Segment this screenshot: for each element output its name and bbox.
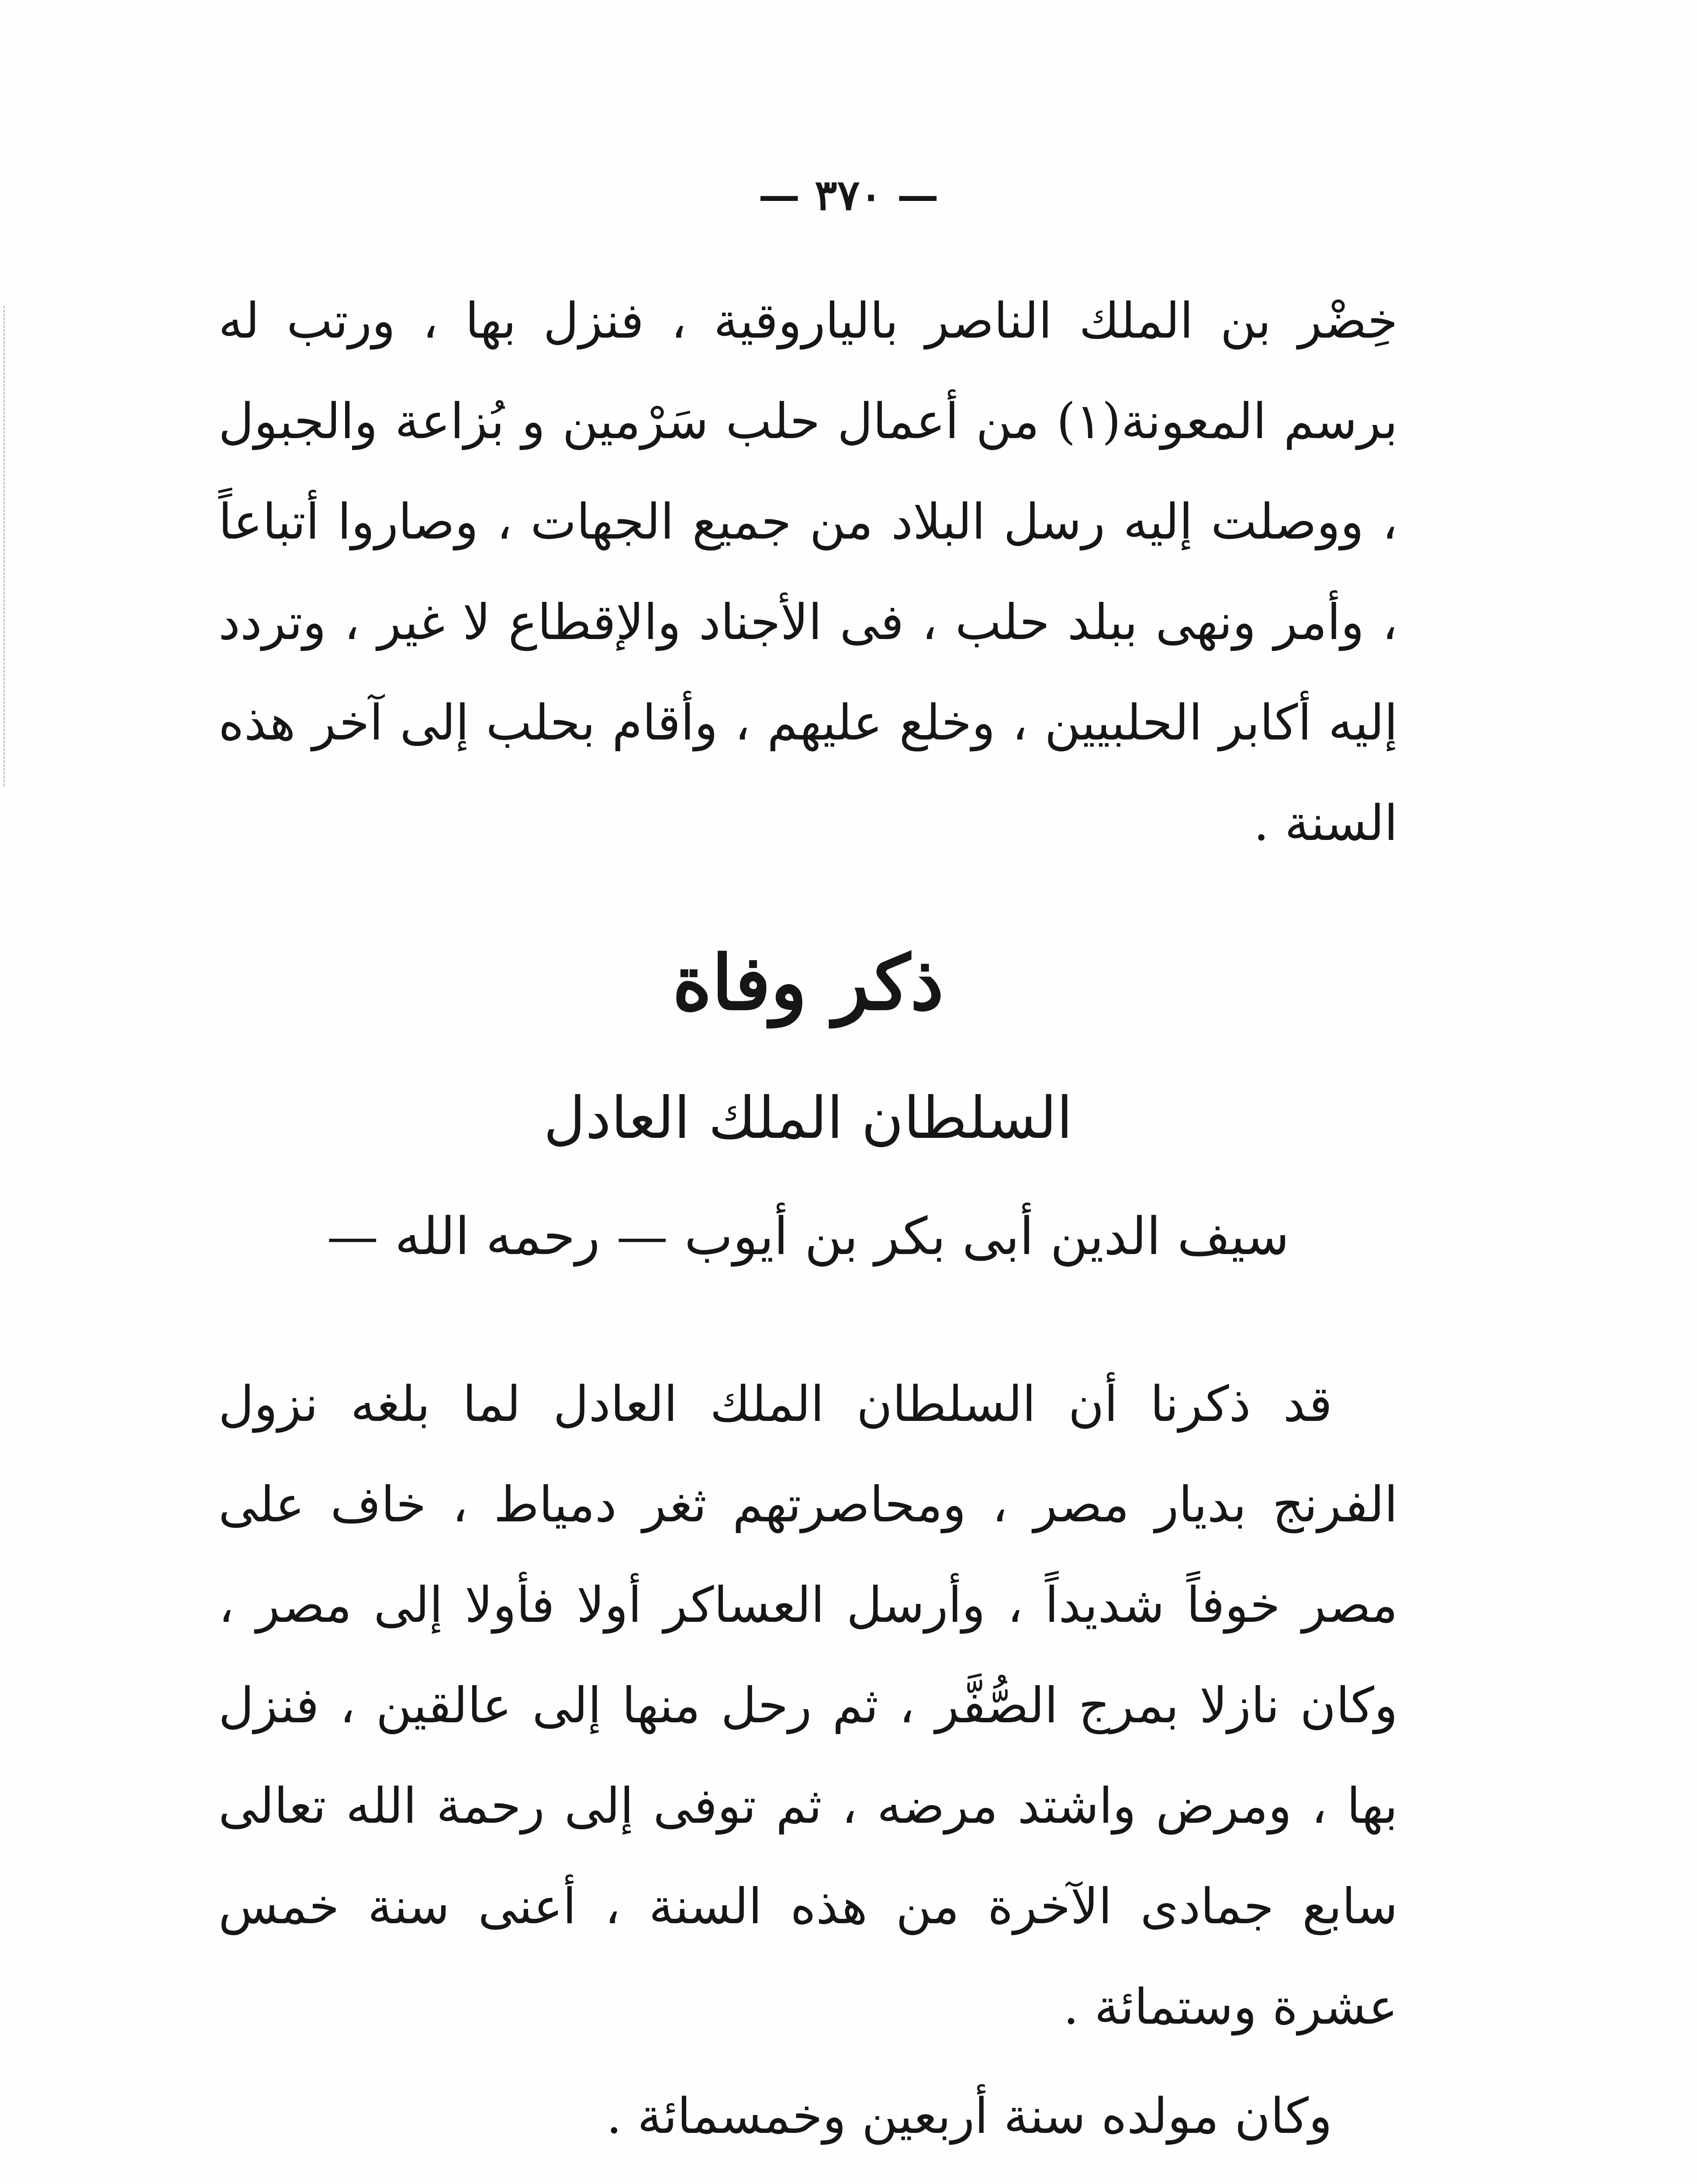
section-name-line: سيف الدين أبى بكر بن أيوب — رحمه الله — [327, 1206, 1289, 1266]
body-paragraph-2: وكان مولده سنة أربعين وخمسمائة . [606, 2088, 1332, 2145]
binding-edge-marks [3, 306, 9, 786]
body-paragraph-3 [218, 2175, 1398, 2184]
page-number: — ٣٧٠ — [758, 170, 939, 220]
intro-paragraph: خِضْر بن الملك الناصر بالياروقية ، فنزل بها ، ورتب له برسم المعونة(١) من أعمال حلب سَرْمين و بُزاعة والجبول ، ووصلت إليه رسل البلاد من جميع الجهات ، وصاروا أتباعاً ، وأمر ونهى ببلد حلب ، فى الأجناد والإقطاع لا غير ، وتردد إليه أكابر الحلبيين ، وخلع عليهم ، وأقام بحلب إلى آخر هذه السنة . [218, 293, 1398, 852]
page-content [218, 271, 1398, 2184]
section-heading: ذكر وفاة [672, 938, 944, 1027]
section-subheading: السلطان الملك العادل [543, 1085, 1073, 1152]
body-paragraph-1: قد ذكرنا أن السلطان الملك العادل لما بلغه نزول الفرنج بديار مصر ، ومحاصرتهم ثغر دمياط ، خاف على مصر خوفاً شديداً ، وأرسل العساكر أولا فأولا إلى مصر ، وكان نازلا بمرج الصُّفَّر ، ثم رحل منها إلى عالقين ، فنزل بها ، ومرض واشتد مرضه ، ثم توفى إلى رحمة الله تعالى سابع جمادى الآخرة من هذه السنة ، أعنى سنة خمس عشرة وستمائة . [218, 1376, 1398, 2035]
